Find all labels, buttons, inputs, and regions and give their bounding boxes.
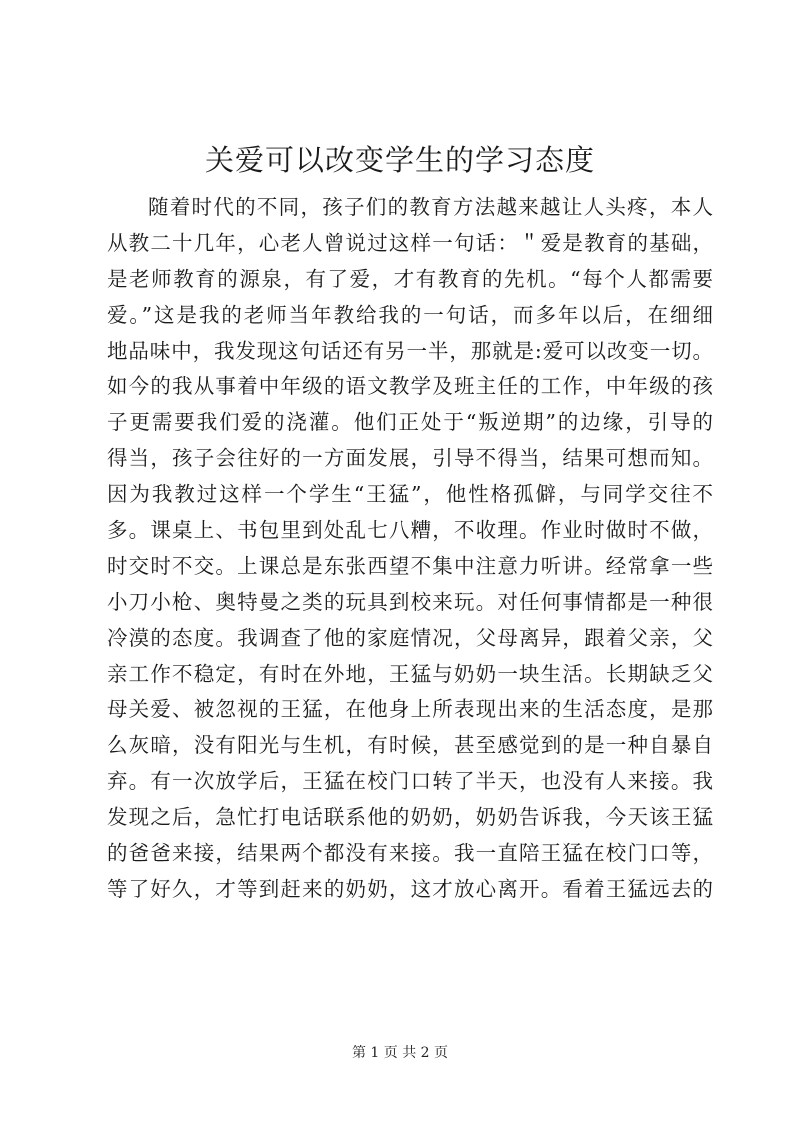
text-line: 发现之后，急忙打电话联系他的奶奶，奶奶告诉我，今天该王猛 xyxy=(107,805,713,830)
text-line: 时交时不交。上课总是东张西望不集中注意力听讲。经常拿一些 xyxy=(107,553,713,578)
text-line: 因为我教过这样一个学生“王猛”，他性格孤僻，与同学交往不 xyxy=(107,482,713,507)
text-line: 么灰暗，没有阳光与生机，有时候，甚至感觉到的是一种自暴自 xyxy=(107,733,713,758)
body-paragraph xyxy=(107,190,713,908)
page-number-footer: 第 1 页 共 2 页 xyxy=(351,1045,449,1061)
text-line: 等了好久，才等到赶来的奶奶，这才放心离开。看着王猛远去的 xyxy=(107,876,713,901)
text-line: 如今的我从事着中年级的语文教学及班主任的工作，中年级的孩 xyxy=(107,374,713,399)
document-title: 关爱可以改变学生的学习态度 xyxy=(204,143,595,177)
text-line: 得当，孩子会往好的一方面发展，引导不得当，结果可想而知。 xyxy=(107,446,713,471)
text-line: 是老师教育的源泉，有了爱，才有教育的先机。“每个人都需要 xyxy=(107,266,713,291)
text-line: 的爸爸来接，结果两个都没有来接。我一直陪王猛在校门口等， xyxy=(107,841,713,866)
text-line: 母关爱、被忽视的王猛，在他身上所表现出来的生活态度，是那 xyxy=(107,697,713,722)
text-line: 随着时代的不同，孩子们的教育方法越来越让人头疼，本人 xyxy=(148,195,713,219)
text-line: 多。课桌上、书包里到处乱七八糟，不收理。作业时做时不做， xyxy=(107,518,713,543)
text-line: 弃。有一次放学后，王猛在校门口转了半天，也没有人来接。我 xyxy=(107,769,713,794)
text-line: 冷漠的态度。我调查了他的家庭情况，父母离异，跟着父亲，父 xyxy=(107,625,713,650)
text-line: 从教二十几年，心老人曾说过这样一句话：＂爱是教育的基础， xyxy=(107,230,713,255)
text-line: 亲工作不稳定，有时在外地，王猛与奶奶一块生活。长期缺乏父 xyxy=(107,661,713,686)
text-line: 地品味中，我发现这句话还有另一半，那就是:爱可以改变一切。 xyxy=(107,338,713,363)
text-line: 小刀小枪、奥特曼之类的玩具到校来玩。对任何事情都是一种很 xyxy=(107,589,713,614)
text-line: 子更需要我们爱的浇灌。他们正处于“叛逆期”的边缘，引导的 xyxy=(107,410,713,435)
text-line: 爱。”这是我的老师当年教给我的一句话，而多年以后，在细细 xyxy=(107,302,713,327)
